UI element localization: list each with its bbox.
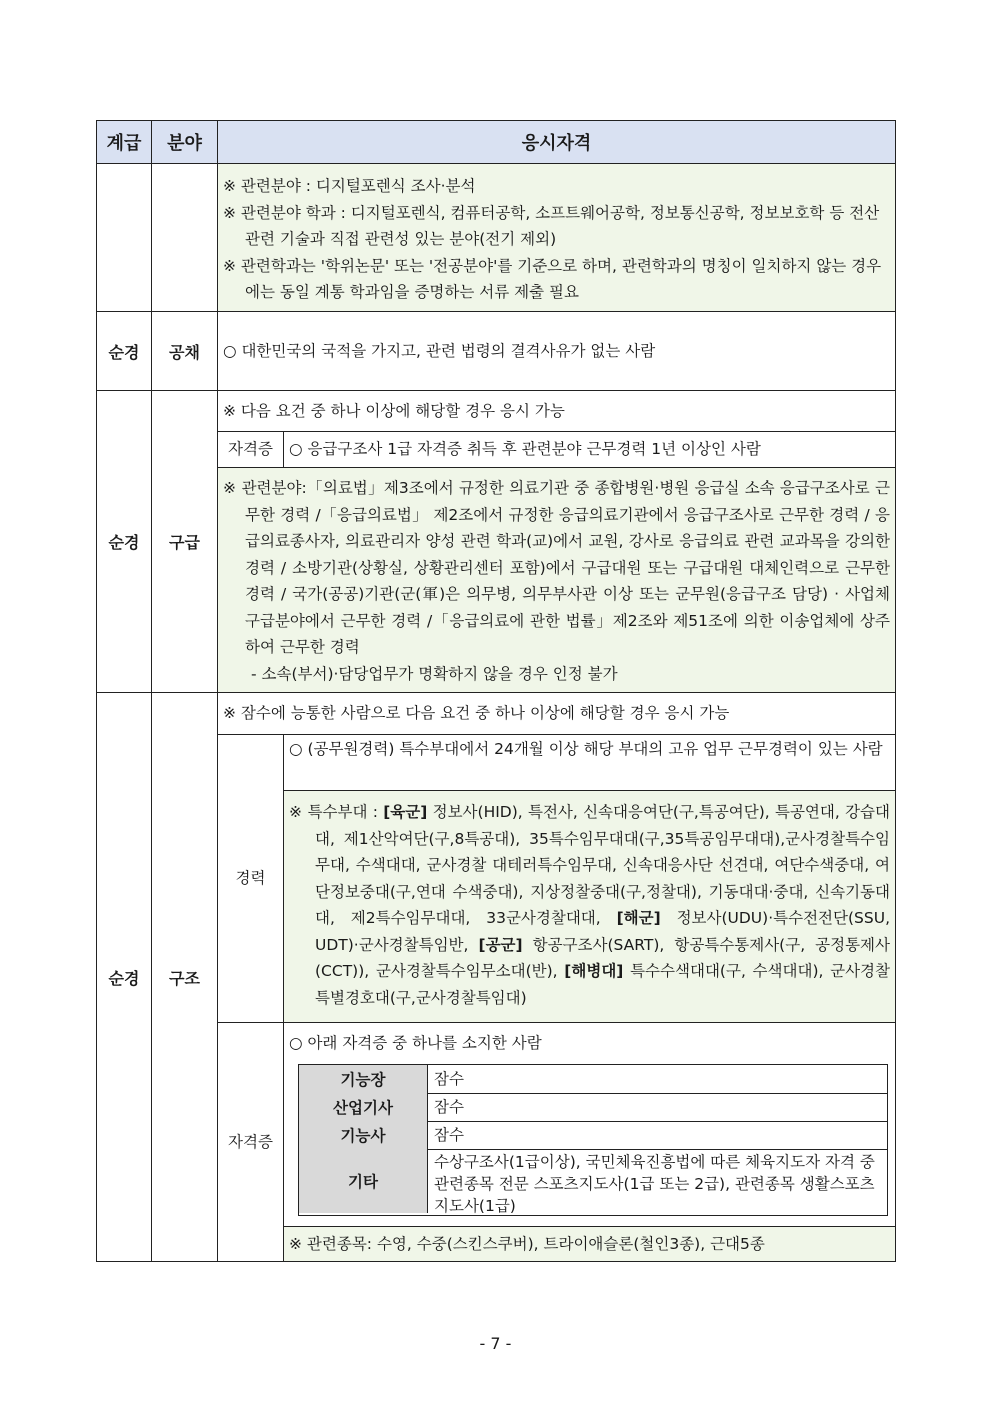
cert-value: 잠수 [434, 1126, 464, 1144]
gujo-cert-box [283, 1022, 896, 1227]
digital-line-2: ※ 관련분야 학과 : 디지털포렌식, 컴퓨터공학, 소프트웨어공학, 정보통신공학, 정보보호학 등 전산 관련 기술과 직접 관련성 있는 분야(전기 제외) [223, 203, 880, 248]
grade-gongchae: 순경 [96, 311, 152, 391]
digital-line-1: ※ 관련분야 : 디지털포렌식 조사·분석 [223, 177, 476, 195]
header-grade: 계급 [96, 120, 152, 164]
airforce-units: 항공구조사(SART), 항공특수통제사(구, 공정통제사(CCT)), 군사경찰특수임무소대(반), [315, 935, 890, 980]
gujo-note: ※ 잠수에 능통한 사람으로 다음 요건 중 하나 이상에 해당할 경우 응시 가능 [217, 692, 896, 735]
field-gujo: 구조 [151, 692, 218, 1262]
gugeup-field-note [217, 467, 896, 693]
field-gongchae: 공채 [151, 311, 218, 391]
cert-type: 기능장 [299, 1065, 428, 1093]
gugeup-cert-label: 자격증 [217, 431, 284, 468]
cert-value: 잠수 [434, 1098, 464, 1116]
gujo-career-label: 경력 [217, 734, 284, 1023]
cert-row [299, 1093, 887, 1122]
field-cell-empty [151, 163, 218, 312]
grade-gugeup: 순경 [96, 390, 152, 693]
gujo-related-note: ※ 관련종목: 수영, 수중(스킨스쿠버), 트라이애슬론(철인3종), 근대5종 [283, 1226, 896, 1262]
gujo-cert-label: 자격증 [217, 1022, 284, 1262]
gugeup-field-note-text: ※ 관련분야:「의료법」제3조에서 규정한 의료기관 중 종합병원·병원 응급실 소속 응급구조사로 근무한 경력 /「응급의료법」 제2조에서 규정한 응급의료기관에서 응급구조사로 근무한 경력 / 응급의료종사자, 의료관리자 양성 관련 학과(교)에서 교원, 강사로 응급의료 관련 교과목을 강의한 경력 / 소방기관(상황실, 상황관리센터 포함)에서 구급대원 또는 구급대원 대체인력으로 근무한 경력 / 국가(공공)기관(군(軍)은 의무병, 의무부사관 이상 또는 군무원(응급구조 담당) · 사업체 구급분야에서 근무한 경력 /「응급의료에 관한 법률」제2조와 제51조에 의한 이송업체에 상주하여 근무한 경력 [223, 479, 890, 656]
gujo-cert-intro: ○ 아래 자격증 중 하나를 소지한 사람 [289, 1034, 542, 1052]
header-qualification: 응시자격 [217, 120, 896, 164]
cert-row [299, 1149, 887, 1213]
field-gugeup: 구급 [151, 390, 218, 693]
gujo-career-text [283, 734, 896, 791]
marine-label: [해병대] [564, 962, 624, 980]
special-units-prefix: ※ 특수부대 : [289, 803, 384, 821]
cert-value: 잠수 [434, 1070, 464, 1088]
cert-type: 산업기사 [299, 1093, 428, 1121]
gujo-special-units [283, 790, 896, 1023]
header-field: 분야 [151, 120, 218, 164]
army-units: 정보사(HID), 특전사, 신속대응여단(구,특공여단), 특공연대, 강습대대, 제1산악여단(구,8특공대), 35특수임무대대(구,35특공임무대대),군사경찰특수임무대, 수색대대, 군사경찰 대테러특수임무대, 신속대응사단 선견대, 여단수색중대, 여단정보중대(구,연대 수색중대), 지상정찰중대(구,정찰대), 기동대대·중대, 신속기동대대, 제2특수임무대대, 33군사경찰대대, [315, 803, 890, 927]
page-number: - 7 - [479, 1334, 512, 1353]
cert-type: 기능사 [299, 1121, 428, 1149]
army-label: [육군] [383, 803, 428, 821]
navy-label: [해군] [616, 909, 661, 927]
gugeup-note: ※ 다음 요건 중 하나 이상에 해당할 경우 응시 가능 [217, 390, 896, 432]
marine-units: 특수수색대대(구, 수색대대), 군사경찰특별경호대(구,군사경찰특임대) [315, 962, 891, 1007]
grade-gujo: 순경 [96, 692, 152, 1262]
cert-row [299, 1121, 887, 1150]
gongchae-qualification: ○ 대한민국의 국적을 가지고, 관련 법령의 결격사유가 없는 사람 [217, 311, 896, 391]
navy-units: 정보사(UDU)·특수전전단(SSU, UDT)·군사경찰특임반, [315, 909, 890, 954]
digital-forensic-qualification [217, 163, 896, 312]
grade-cell-empty [96, 163, 152, 312]
airforce-label: [공군] [478, 935, 523, 954]
cert-type: 기타 [299, 1149, 428, 1213]
cert-row [299, 1065, 887, 1094]
digital-line-3: ※ 관련학과는 '학위논문' 또는 '전공분야'를 기준으로 하며, 관련학과의 명칭이 일치하지 않는 경우에는 동일 계통 학과임을 증명하는 서류 제출 필요 [223, 256, 882, 301]
gujo-career-text-body: ○ (공무원경력) 특수부대에서 24개월 이상 해당 부대의 고유 업무 근무경력이 있는 사람 [289, 740, 883, 758]
cert-table [298, 1064, 888, 1216]
gugeup-cert-text: ○ 응급구조사 1급 자격증 취득 후 관련분야 근무경력 1년 이상인 사람 [283, 431, 896, 468]
cert-value: 수상구조사(1급이상), 국민체육진흥법에 따른 체육지도자 자격 중 관련종목 전문 스포츠지도사(1급 또는 2급), 관련종목 생활스포츠지도사(1급) [434, 1153, 875, 1215]
gugeup-sub-note: - 소속(부서)·담당업무가 명확하지 않을 경우 인정 불가 [251, 664, 618, 683]
